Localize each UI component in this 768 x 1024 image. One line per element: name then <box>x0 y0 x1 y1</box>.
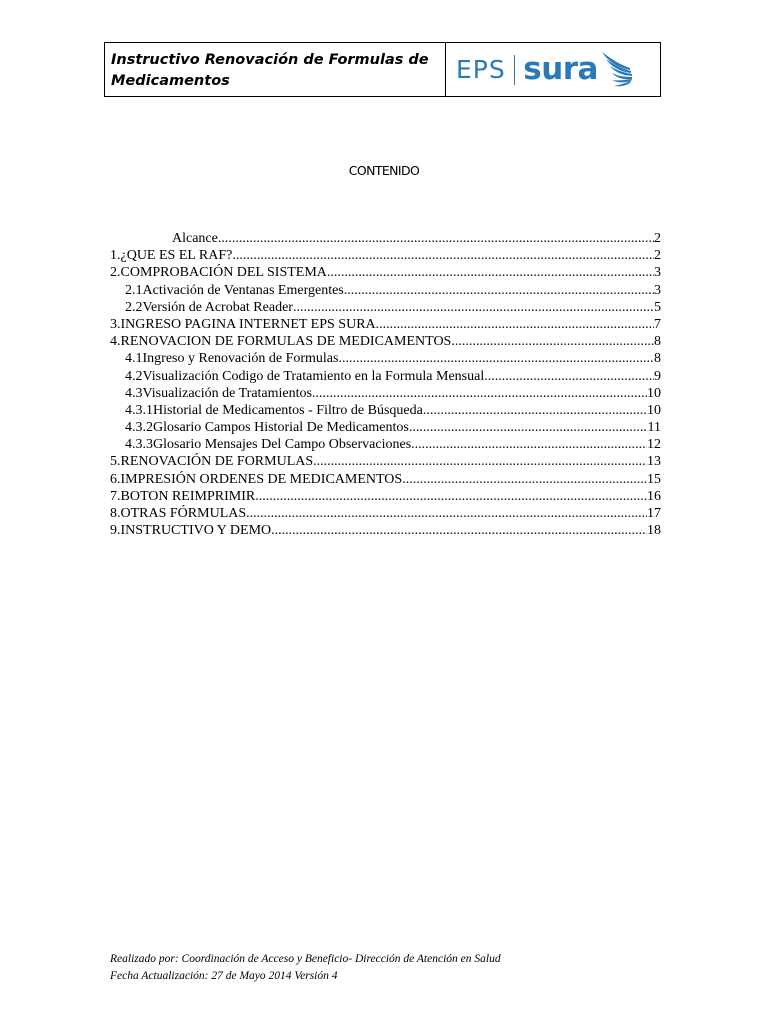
toc-entry[interactable] <box>110 333 661 350</box>
toc-leader-dots <box>423 402 647 419</box>
toc-entry[interactable] <box>110 350 661 367</box>
logo-sura-text: sura <box>523 50 598 87</box>
toc-entry-page: 7 <box>654 316 661 332</box>
toc-entry-label: 4.3.2Glosario Campos Historial De Medicamentos <box>125 420 409 436</box>
toc-entry-label: 2.2Versión de Acrobat Reader <box>125 299 293 315</box>
toc-entry-label: 6.IMPRESIÓN ORDENES DE MEDICAMENTOS <box>110 471 403 487</box>
toc-entry[interactable] <box>110 385 661 402</box>
toc-entry-label: 1.¿QUE ES EL RAF? <box>110 248 233 264</box>
toc-entry-label: 2.1Activación de Ventanas Emergentes <box>125 282 344 298</box>
toc-entry-page: 9 <box>654 368 661 384</box>
toc-entry-page: 10 <box>647 385 661 401</box>
toc-leader-dots <box>313 453 647 470</box>
toc-leader-dots <box>218 230 654 247</box>
toc-leader-dots <box>344 282 654 299</box>
toc-entry-page: 11 <box>647 420 661 436</box>
logo-separator <box>514 55 516 85</box>
toc-leader-dots <box>409 419 648 436</box>
toc-entry[interactable] <box>110 230 661 247</box>
toc-entry[interactable] <box>110 247 661 264</box>
toc-entry-page: 8 <box>654 351 661 367</box>
table-of-contents <box>110 230 661 539</box>
sura-wing-icon <box>600 50 634 90</box>
toc-leader-dots <box>255 488 647 505</box>
document-header <box>104 42 661 97</box>
document-footer <box>110 951 501 984</box>
toc-entry-page: 3 <box>654 282 661 298</box>
toc-leader-dots <box>327 264 654 281</box>
toc-entry[interactable] <box>110 471 661 488</box>
toc-entry-label: 8.OTRAS FÓRMULAS <box>110 506 247 521</box>
toc-entry-page: 15 <box>647 471 661 487</box>
toc-entry-label: 9.INSTRUCTIVO Y DEMO <box>110 523 272 539</box>
toc-entry[interactable] <box>110 436 661 453</box>
toc-entry-page: 3 <box>654 265 661 281</box>
toc-entry-label: 4.3Visualización de Tratamientos <box>125 385 312 401</box>
title-line-1: Instructivo Renovación de Formulas de <box>111 52 429 68</box>
toc-leader-dots <box>312 385 647 402</box>
document-title <box>105 43 446 96</box>
toc-entry-label: 2.COMPROBACIÓN DEL SISTEMA <box>110 265 327 281</box>
toc-leader-dots <box>411 436 647 453</box>
toc-entry-page: 8 <box>654 334 661 350</box>
toc-entry-label: 4.1Ingreso y Renovación de Formulas <box>125 351 339 367</box>
toc-leader-dots <box>451 333 654 350</box>
toc-entry[interactable] <box>110 453 661 470</box>
toc-entry-label: 5.RENOVACIÓN DE FORMULAS <box>110 454 314 470</box>
toc-leader-dots <box>246 505 647 522</box>
toc-entry[interactable] <box>110 522 661 539</box>
toc-entry[interactable] <box>110 402 661 419</box>
toc-leader-dots <box>338 350 654 367</box>
toc-entry-page: 13 <box>647 454 661 470</box>
toc-entry-page: 16 <box>647 488 661 504</box>
eps-sura-logo <box>446 43 660 96</box>
toc-entry-label: 7.BOTON REIMPRIMIR <box>110 488 256 504</box>
toc-entry[interactable] <box>110 316 661 333</box>
footer-date: Fecha Actualización: 27 de Mayo 2014 Versión 4 <box>110 969 338 982</box>
toc-leader-dots <box>271 522 647 539</box>
toc-entry-page: 2 <box>654 231 661 246</box>
toc-entry-label: 4.RENOVACION DE FORMULAS DE MEDICAMENTOS <box>110 334 452 350</box>
logo-eps-text: EPS <box>456 55 506 84</box>
title-line-2: Medicamentos <box>111 73 230 89</box>
toc-entry-page: 17 <box>647 506 661 521</box>
toc-entry-page: 18 <box>647 523 661 539</box>
toc-entry-label: 4.2Visualización Codigo de Tratamiento en la Formula Mensual <box>125 368 485 384</box>
toc-entry[interactable] <box>110 299 661 316</box>
toc-entry-label: 3.INGRESO PAGINA INTERNET EPS SURA <box>110 316 376 332</box>
toc-leader-dots <box>402 471 647 488</box>
footer-author: Realizado por: Coordinación de Acceso y Beneficio- Dirección de Atención en Salud <box>110 953 501 965</box>
toc-leader-dots <box>232 247 654 264</box>
toc-leader-dots <box>293 299 654 316</box>
toc-entry-label: 4.3.1Historial de Medicamentos - Filtro de Búsqueda <box>125 402 423 418</box>
toc-entry-page: 5 <box>654 299 661 315</box>
toc-entry-label: Alcance <box>172 231 218 246</box>
toc-entry[interactable] <box>110 505 661 522</box>
toc-leader-dots <box>376 316 654 333</box>
toc-entry[interactable] <box>110 368 661 385</box>
toc-entry-page: 12 <box>647 437 661 453</box>
toc-entry[interactable] <box>110 488 661 505</box>
toc-entry[interactable] <box>110 282 661 299</box>
toc-leader-dots <box>484 368 654 385</box>
contents-title: CONTENIDO <box>348 163 420 178</box>
toc-entry[interactable] <box>110 419 661 436</box>
toc-entry-label: 4.3.3Glosario Mensajes Del Campo Observaciones <box>125 437 412 453</box>
toc-entry[interactable] <box>110 264 661 281</box>
toc-entry-page: 2 <box>654 248 661 264</box>
toc-entry-page: 10 <box>647 402 661 418</box>
